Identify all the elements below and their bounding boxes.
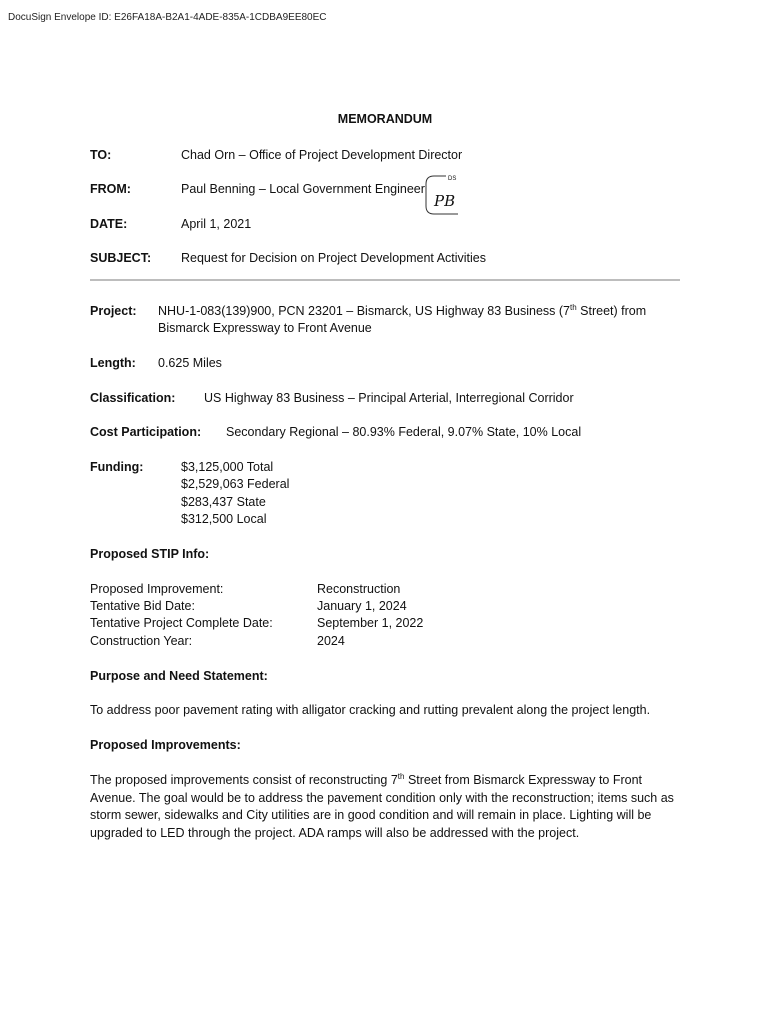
superscript-th: th (397, 771, 405, 781)
from-value: Paul Benning – Local Government Engineer (181, 182, 425, 196)
stip-key: Proposed Improvement: (90, 582, 224, 596)
purpose-text: To address poor pavement rating with alligator cracking and rutting prevalent along the project length. (90, 703, 651, 717)
stip-value: Reconstruction (317, 582, 401, 596)
funding-label: Funding: (90, 460, 144, 474)
classification-value: US Highway 83 Business – Principal Arterial, Interregional Corridor (204, 391, 574, 405)
date-value: April 1, 2021 (181, 217, 252, 231)
header-divider (90, 279, 680, 281)
docusign-envelope-id: DocuSign Envelope ID: E26FA18A-B2A1-4ADE-835A-1CDBA9EE80EC (8, 12, 327, 23)
funding-local: $312,500 Local (181, 512, 267, 526)
memo-title: MEMORANDUM (337, 112, 433, 126)
date-label: DATE: (90, 217, 128, 231)
superscript-th: th (570, 302, 577, 312)
length-value: 0.625 Miles (158, 356, 222, 370)
subject-value: Request for Decision on Project Development Activities (181, 251, 487, 265)
cost-participation-value: Secondary Regional – 80.93% Federal, 9.07% State, 10% Local (226, 425, 582, 439)
stip-key: Tentative Bid Date: (90, 599, 195, 613)
signature-tag: DS (448, 176, 457, 182)
stip-key: Construction Year: (90, 634, 193, 648)
classification-label: Classification: (90, 391, 176, 405)
project-line-2: Bismarck Expressway to Front Avenue (158, 321, 372, 335)
improvements-heading: Proposed Improvements: (90, 738, 241, 752)
funding-state: $283,437 State (181, 495, 266, 509)
stip-heading: Proposed STIP Info: (90, 547, 210, 561)
purpose-heading: Purpose and Need Statement: (90, 669, 268, 683)
signature-initials: PB (434, 192, 456, 210)
project-label: Project: (90, 304, 137, 318)
cost-participation-label: Cost Participation: (90, 425, 202, 439)
subject-label: SUBJECT: (90, 251, 152, 265)
docusign-signature (422, 174, 462, 216)
signature-frame-icon (422, 174, 462, 216)
length-label: Length: (90, 356, 136, 370)
to-label: TO: (90, 148, 112, 162)
to-value: Chad Orn – Office of Project Development Director (181, 148, 463, 162)
funding-federal: $2,529,063 Federal (181, 477, 290, 491)
stip-value: 2024 (317, 634, 345, 648)
improvements-text: The proposed improvements consist of reconstructing 7th Street from Bismarck Expressway to Front Avenue. The goal would be to address the pavement condition only with the reconstruction; items such as storm sewer, sidewalks and City utilities are in good condition and will remain in place. Lighting will be upgraded to LED through the project. ADA ramps will also be addressed with the project. (90, 771, 674, 840)
stip-value: January 1, 2024 (317, 599, 407, 613)
stip-value: September 1, 2022 (317, 616, 424, 630)
from-label: FROM: (90, 182, 131, 196)
funding-total: $3,125,000 Total (181, 460, 274, 474)
project-line-1: NHU-1-083(139)900, PCN 23201 – Bismarck, US Highway 83 Business (7th Street) from (158, 302, 647, 318)
stip-key: Tentative Project Complete Date: (90, 616, 273, 630)
